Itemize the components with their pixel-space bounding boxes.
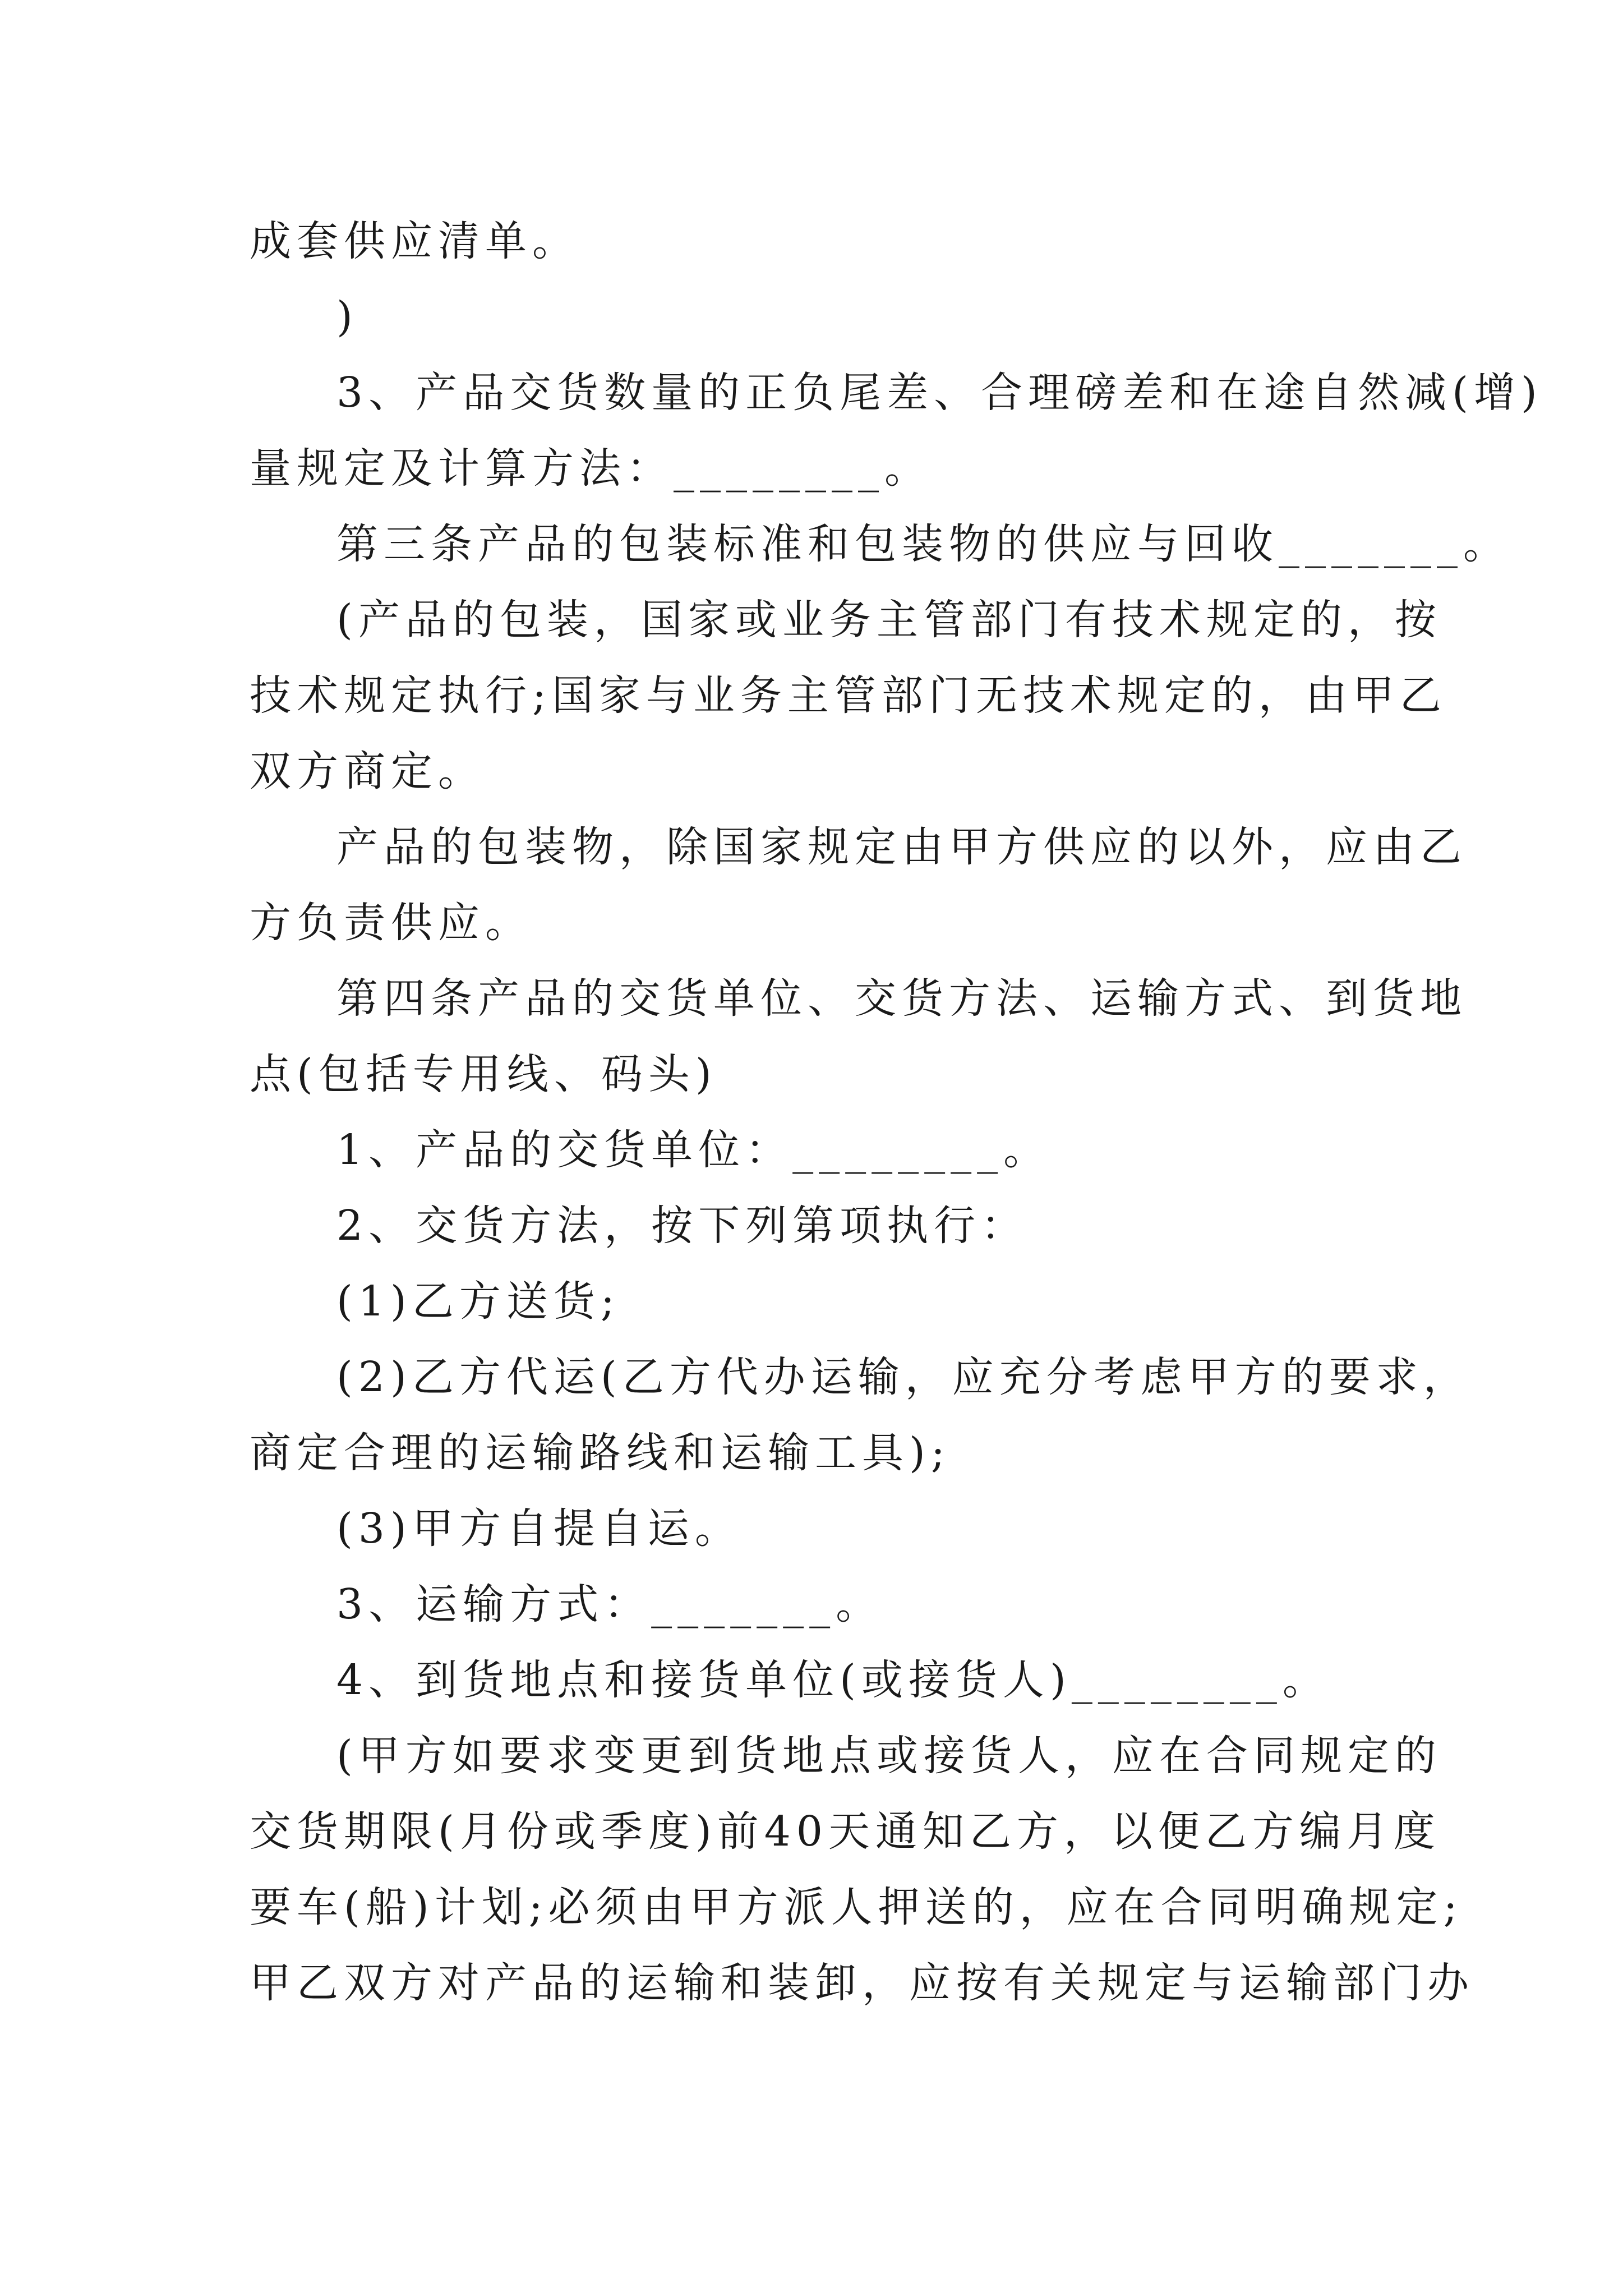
text-line: 第四条产品的交货单位、交货方法、运输方式、到货地 [336,974,1467,1023]
text-line: 技术规定执行;国家与业务主管部门无技术规定的，由甲乙 [250,671,1447,720]
text-line: 4、到货地点和接货单位(或接货人)________。 [336,1656,1330,1704]
text-line: ) [336,293,358,341]
text-line: (甲方如要求变更到货地点或接货人，应在合同规定的 [336,1732,1442,1780]
text-line: 双方商定。 [250,747,485,795]
text-line: 量规定及计算方法：________。 [250,444,932,493]
text-line: 3、运输方式：_______。 [336,1580,883,1628]
text-line: 甲乙双方对产品的运输和装卸，应按有关规定与运输部门办 [250,1959,1474,2007]
text-line: 商定合理的运输路线和运输工具); [250,1429,951,1477]
text-line: (产品的包装，国家或业务主管部门有技术规定的，按 [336,596,1442,644]
text-line: 成套供应清单。 [250,217,579,265]
text-line: (1)乙方送货; [336,1277,620,1326]
text-line: 交货期限(月份或季度)前40天通知乙方，以便乙方编月度 [250,1807,1441,1856]
text-line: 第三条产品的包装标准和包装物的供应与回收_______。 [336,520,1510,568]
text-line: 产品的包装物，除国家规定由甲方供应的以外，应由乙 [336,823,1467,871]
text-line: 3、产品交货数量的正负尾差、合理磅差和在途自然减(增) [336,369,1543,417]
text-line: 1、产品的交货单位：________。 [336,1126,1051,1174]
text-line: (3)甲方自提自运。 [336,1504,742,1553]
text-line: 点(包括专用线、码头) [250,1050,717,1098]
text-line: 2、交货方法，按下列第项执行： [336,1202,1029,1250]
text-line: 方负责供应。 [250,899,532,947]
text-line: 要车(船)计划;必须由甲方派人押送的，应在合同明确规定; [250,1883,1463,1931]
text-line: (2)乙方代运(乙方代办运输，应充分考虑甲方的要求， [336,1353,1470,1401]
